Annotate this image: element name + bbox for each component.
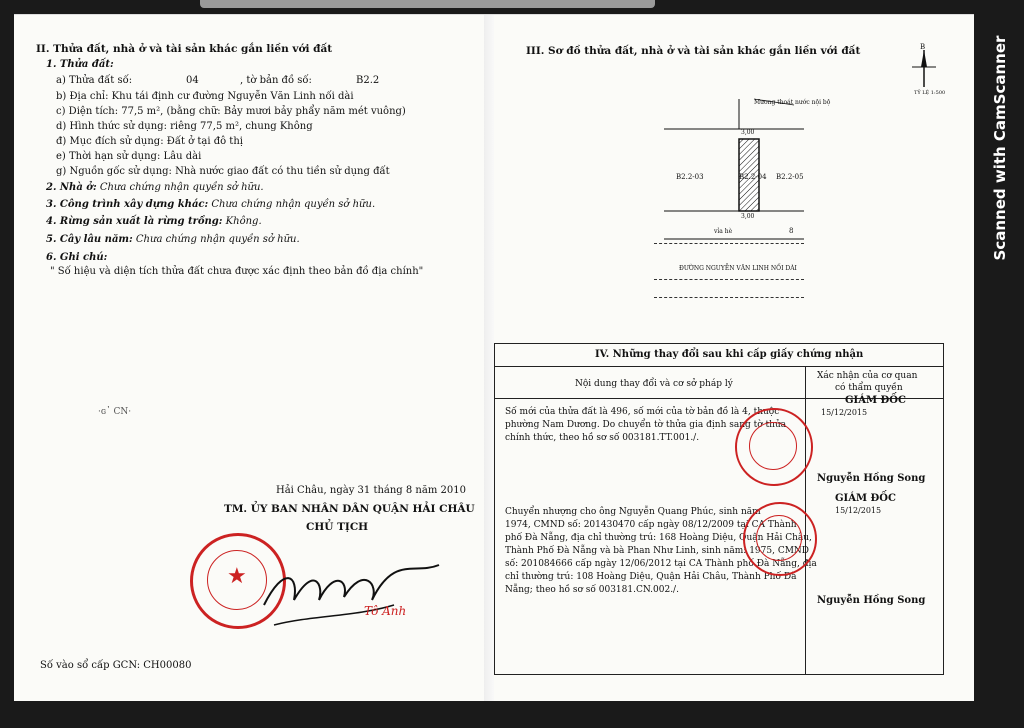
entry-2-role: GIÁM ĐỐC: [835, 493, 896, 504]
entry-2-line-6: chỉ thường trú: 108 Hoàng Diệu, Quận Hải Châu, Thành Phố Đà: [505, 572, 797, 582]
faint-mark: ·ɢ᾽ CN·: [98, 407, 132, 417]
entry-2-line-3: phố Đà Nẵng, địa chỉ thường trú: 168 Hoàng Diệu, Quận Hải Châu,: [505, 533, 812, 543]
map-sheet-label: , tờ bản đồ số:: [240, 75, 312, 86]
entry-2-line-1: Chuyển nhượng cho ông Nguyễn Quang Phúc, sinh năm: [505, 507, 761, 517]
signer-name: Tô Anh: [364, 604, 407, 618]
forest-row: [46, 216, 262, 228]
perennial-label: 5. Cây lâu năm:: [46, 234, 133, 245]
plot-number: 04: [186, 75, 199, 86]
sidewalk-label: vỉa hè: [714, 228, 733, 235]
entry-2-seal: [743, 502, 817, 576]
lot-middle-label: B2.2-04: [739, 173, 767, 181]
section-ii-title: II. Thửa đất, nhà ở và tài sản khác gắn liền với đất: [36, 43, 333, 55]
bottom-dimension: 3,00: [741, 213, 755, 220]
entry-2-date: 15/12/2015: [835, 506, 882, 515]
plot-number-label: a) Thửa đất số:: [56, 75, 133, 86]
usage-term-line: e) Thời hạn sử dụng: Lâu dài: [56, 151, 202, 162]
perennial-value: Chưa chứng nhận quyền sở hữu.: [135, 234, 300, 245]
usage-form-line: d) Hình thức sử dụng: riêng 77,5 m², chung Không: [56, 121, 313, 132]
drain-label: Mương thoát nước nội bộ: [754, 99, 831, 106]
top-scrollbar[interactable]: [200, 0, 655, 8]
lot-left-label: B2.2-03: [676, 173, 704, 181]
entry-2-line-2: 1974, CMND số: 201430470 cấp ngày 08/12/2009 tại CA Thành: [505, 520, 797, 530]
scanner-text: Scanned with CamScanner: [991, 35, 1009, 261]
entry-1-signer: Nguyễn Hồng Song: [817, 473, 926, 484]
entry-1-role: GIÁM ĐỐC: [845, 395, 906, 406]
usage-origin-line: g) Nguồn gốc sử dụng: Nhà nước giao đất có thu tiền sử dụng đất: [56, 166, 390, 177]
seal-star-icon: ★: [227, 564, 247, 589]
column-header-confirm-2: có thẩm quyền: [835, 383, 903, 393]
left-page: [14, 15, 484, 701]
entry-2-line-5: số: 201084666 cấp ngày 12/06/2012 tại CA Thành phố Đà Nẵng, địa: [505, 559, 817, 569]
scanner-sidebar: [985, 24, 1015, 284]
entry-1-seal: [735, 408, 813, 486]
side-dimension: 8: [789, 227, 794, 235]
column-header-content: Nội dung thay đổi và cơ sở pháp lý: [575, 379, 733, 389]
house-row: [46, 182, 264, 194]
changes-table-title: IV. Những thay đổi sau khi cấp giấy chứng nhận: [595, 349, 864, 360]
entry-1-date: 15/12/2015: [821, 408, 868, 417]
scale-label: TỶ LỆ 1:500: [914, 90, 946, 96]
notes-heading: 6. Ghi chú:: [46, 252, 108, 263]
construction-row: [46, 199, 375, 211]
house-value: Chưa chứng nhận quyền sở hữu.: [99, 182, 264, 193]
road-far-line: [654, 297, 804, 298]
road-edge-line: [654, 243, 804, 244]
issuing-authority: TM. ỦY BAN NHÂN DÂN QUẬN HẢI CHÂU: [224, 503, 475, 515]
land-plot-heading: 1. Thửa đất:: [46, 59, 114, 70]
column-header-confirm-1: Xác nhận của cơ quan: [817, 371, 918, 381]
construction-label: 3. Công trình xây dựng khác:: [46, 199, 209, 210]
construction-value: Chưa chứng nhận quyền sở hữu.: [211, 199, 376, 210]
usage-purpose-line: đ) Mục đích sử dụng: Đất ở tại đô thị: [56, 136, 243, 147]
lot-right-label: B2.2-05: [776, 173, 804, 181]
entry-1-line-1: Số mới của thửa đất là 496, số mới của tờ bản đồ là 4, thuộc: [505, 407, 780, 417]
area-line: c) Diện tích: 77,5 m², (bằng chữ: Bảy mươi bảy phẩy năm mét vuông): [56, 106, 406, 117]
house-label: 2. Nhà ở:: [46, 182, 97, 193]
entry-2-line-7: Nẵng; theo hồ sơ số 003181.CN.002./.: [505, 585, 679, 595]
entry-1-line-2: phường Nam Dương. Do chuyển tờ thửa gia định sang tờ thửa: [505, 420, 787, 430]
entry-1-line-3: chính thức, theo hồ sơ số 003181.TT.001./.: [505, 433, 700, 443]
entry-2-signer: Nguyễn Hồng Song: [817, 595, 926, 606]
north-label: B: [920, 43, 926, 51]
changes-table: [494, 343, 944, 675]
entry-2-line-4: Thành Phố Đà Nẵng và bà Phan Như Linh, sinh năm: 1975, CMND: [505, 546, 810, 556]
chairman-signature: [254, 545, 444, 645]
chairman-title: CHỦ TỊCH: [306, 521, 369, 533]
issue-date: Hải Châu, ngày 31 tháng 8 năm 2010: [276, 485, 466, 496]
section-iii-title: III. Sơ đồ thửa đất, nhà ở và tài sản khác gắn liền với đất: [526, 45, 861, 57]
street-label: ĐƯỜNG NGUYỄN VĂN LINH NỐI DÀI: [679, 265, 797, 272]
forest-value: Không.: [225, 216, 262, 227]
notes-text: " Số hiệu và diện tích thửa đất chưa được xác định theo bản đồ địa chính": [50, 266, 424, 277]
forest-label: 4. Rừng sản xuất là rừng trồng:: [46, 216, 223, 227]
perennial-row: [46, 234, 300, 246]
address-line: b) Địa chỉ: Khu tái định cư đường Nguyễn Văn Linh nối dài: [56, 91, 354, 102]
registry-number: Số vào sổ cấp GCN: CH00080: [40, 660, 192, 671]
map-sheet-number: B2.2: [356, 75, 380, 86]
top-dimension: 3,00: [741, 129, 755, 136]
road-centre-line: [654, 279, 804, 280]
